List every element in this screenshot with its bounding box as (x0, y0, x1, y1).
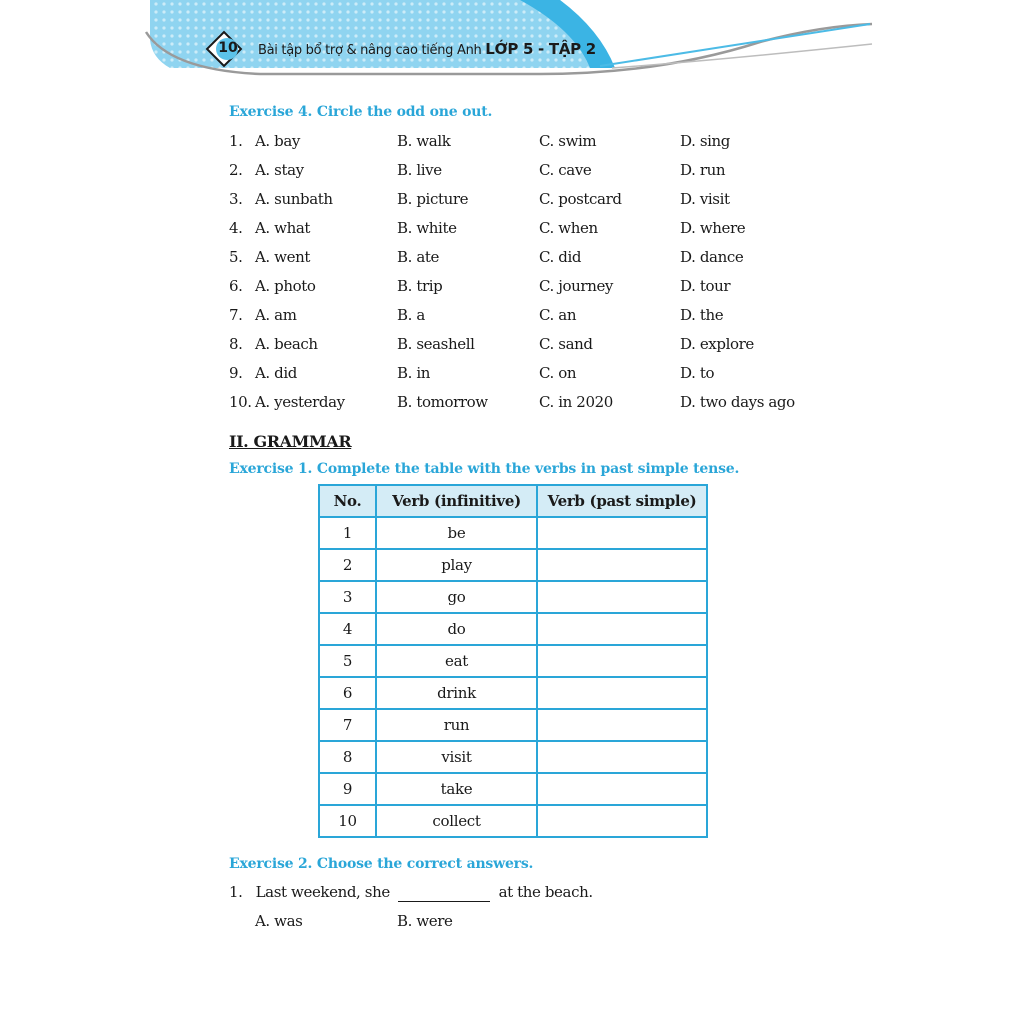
option-b: B. trip (397, 277, 443, 295)
option-b: B. walk (397, 132, 451, 150)
cell-past-simple[interactable] (537, 549, 707, 581)
option-c: C. journey (539, 277, 614, 295)
table-row (319, 741, 707, 773)
table-row (319, 581, 707, 613)
page-header (0, 0, 1017, 90)
question-number: 1. (229, 132, 243, 150)
option-d: D. sing (680, 132, 730, 150)
cell-infinitive: go (376, 581, 537, 613)
option-b: B. seashell (397, 335, 475, 353)
cell-past-simple[interactable] (537, 709, 707, 741)
cell-no: 8 (319, 741, 376, 773)
cell-no: 7 (319, 709, 376, 741)
table-row (319, 773, 707, 805)
cell-no: 3 (319, 581, 376, 613)
table-row (319, 645, 707, 677)
cell-infinitive: run (376, 709, 537, 741)
option-d: D. dance (680, 248, 744, 266)
option-a: A. what (255, 219, 311, 237)
option-b: B. a (397, 306, 425, 324)
option-b[interactable]: B. were (397, 912, 453, 930)
option-c: C. cave (539, 161, 592, 179)
exercise1-title: Exercise 1. Complete the table with the verbs in past simple tense. (229, 461, 740, 477)
cell-past-simple[interactable] (537, 741, 707, 773)
option-d: D. to (680, 364, 715, 382)
cell-past-simple[interactable] (537, 773, 707, 805)
option-c: C. swim (539, 132, 597, 150)
option-c: C. on (539, 364, 577, 382)
cell-past-simple[interactable] (537, 805, 707, 837)
option-b: B. white (397, 219, 457, 237)
option-c: C. in 2020 (539, 393, 613, 411)
cell-no: 10 (319, 805, 376, 837)
question-number: 9. (229, 364, 243, 382)
option-a: A. sunbath (255, 190, 333, 208)
page-number: 10 (218, 40, 238, 56)
question-text-after: at the beach. (498, 883, 593, 901)
option-a: A. did (255, 364, 297, 382)
book-title (258, 40, 596, 58)
table-row (319, 709, 707, 741)
option-a: A. stay (255, 161, 304, 179)
option-d: D. visit (680, 190, 730, 208)
book-title-emphasis: LỚP 5 - TẬP 2 (485, 40, 596, 58)
table-row (319, 805, 707, 837)
cell-no: 2 (319, 549, 376, 581)
option-b: B. picture (397, 190, 469, 208)
option-c: C. an (539, 306, 577, 324)
cell-no: 1 (319, 517, 376, 549)
table-row (319, 677, 707, 709)
question-number: 5. (229, 248, 243, 266)
book-title-text: Bài tập bổ trợ & nâng cao tiếng Anh (258, 43, 482, 58)
option-c: C. sand (539, 335, 593, 353)
option-b: B. in (397, 364, 431, 382)
option-c: C. postcard (539, 190, 622, 208)
cell-infinitive: eat (376, 645, 537, 677)
cell-infinitive: drink (376, 677, 537, 709)
cell-no: 6 (319, 677, 376, 709)
option-a: A. bay (255, 132, 300, 150)
question-number: 3. (229, 190, 243, 208)
cell-infinitive: do (376, 613, 537, 645)
section-title: II. GRAMMAR (229, 432, 352, 451)
option-b: B. ate (397, 248, 440, 266)
option-a: A. beach (255, 335, 318, 353)
option-a: A. went (255, 248, 310, 266)
cell-past-simple[interactable] (537, 677, 707, 709)
table-row (319, 613, 707, 645)
option-a: A. photo (255, 277, 316, 295)
option-d: D. tour (680, 277, 731, 295)
verb-table (318, 484, 708, 838)
table-row (319, 549, 707, 581)
option-a: A. am (255, 306, 297, 324)
table-row (319, 517, 707, 549)
question-number: 7. (229, 306, 243, 324)
cell-infinitive: play (376, 549, 537, 581)
option-a[interactable]: A. was (255, 912, 303, 930)
option-d: D. where (680, 219, 746, 237)
option-d: D. two days ago (680, 393, 795, 411)
answer-options (229, 912, 629, 934)
question-number: 4. (229, 219, 243, 237)
option-d: D. explore (680, 335, 754, 353)
exercise2-title: Exercise 2. Choose the correct answers. (229, 856, 534, 872)
cell-past-simple[interactable] (537, 613, 707, 645)
option-b: B. tomorrow (397, 393, 488, 411)
cell-infinitive: be (376, 517, 537, 549)
cell-no: 9 (319, 773, 376, 805)
header-past-simple: Verb (past simple) (537, 485, 707, 517)
cell-no: 4 (319, 613, 376, 645)
option-c: C. when (539, 219, 598, 237)
cell-infinitive: collect (376, 805, 537, 837)
cell-past-simple[interactable] (537, 645, 707, 677)
table-header-row (319, 485, 707, 517)
cell-infinitive: take (376, 773, 537, 805)
question-text-before: Last weekend, she (255, 883, 390, 901)
question-number: 10. (229, 393, 252, 411)
option-d: D. the (680, 306, 724, 324)
exercise4-title: Exercise 4. Circle the odd one out. (229, 104, 493, 120)
answer-blank[interactable] (398, 883, 490, 902)
question-number: 8. (229, 335, 243, 353)
option-b: B. live (397, 161, 442, 179)
option-d: D. run (680, 161, 726, 179)
cell-past-simple[interactable] (537, 581, 707, 613)
cell-no: 5 (319, 645, 376, 677)
header-infinitive: Verb (infinitive) (376, 485, 537, 517)
header-no: No. (319, 485, 376, 517)
cell-past-simple[interactable] (537, 517, 707, 549)
question-number: 2. (229, 161, 243, 179)
option-c: C. did (539, 248, 582, 266)
option-a: A. yesterday (255, 393, 345, 411)
question-1 (229, 883, 593, 902)
cell-infinitive: visit (376, 741, 537, 773)
question-number: 6. (229, 277, 243, 295)
question-number: 1. (229, 883, 243, 901)
